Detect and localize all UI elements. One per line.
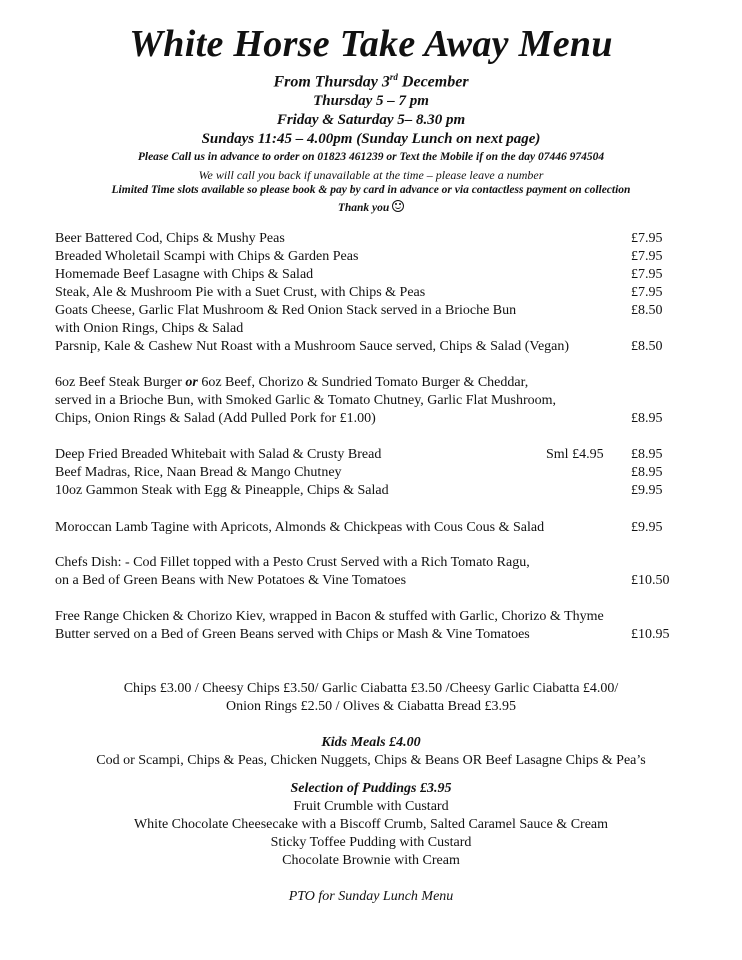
dish-price: £7.95	[631, 285, 663, 300]
kids-items: Cod or Scampi, Chips & Peas, Chicken Nuggets, Chips & Beans OR Beef Lasagne Chips & Pea’s	[96, 753, 646, 768]
dish-name	[55, 374, 528, 392]
dish-price: £7.95	[631, 267, 663, 282]
dish-name: Steak, Ale & Mushroom Pie with a Suet Crust, with Chips & Peas	[55, 285, 426, 300]
menu-item	[55, 266, 675, 284]
dish-price: £7.95	[631, 249, 663, 264]
hours-sunday: Sundays 11:45 – 4.00pm (Sunday Lunch on next page)	[201, 131, 541, 147]
burger-line-3	[55, 410, 675, 428]
menu-item	[55, 338, 675, 356]
burger-or: or	[185, 375, 198, 390]
dish-name: Chips, Onion Rings & Salad (Add Pulled Pork for £1.00)	[55, 411, 376, 426]
menu-group-tagine	[55, 519, 675, 537]
menu-group-mains	[55, 230, 675, 356]
dish-name: served in a Brioche Bun, with Smoked Garlic & Tomato Chutney, Garlic Flat Mushroom,	[55, 393, 556, 408]
menu-group-specials	[55, 446, 675, 500]
dish-price: £8.95	[631, 465, 663, 480]
dish-name: Beef Madras, Rice, Naan Bread & Mango Chutney	[55, 465, 342, 480]
dish-name: Butter served on a Bed of Green Beans served with Chips or Mash & Vine Tomatoes	[55, 627, 530, 642]
small-portion-price: Sml £4.95	[546, 447, 604, 462]
callback-note: We will call you back if unavailable at the time – please leave a number	[198, 168, 544, 182]
time-slots-note: Limited Time slots available so please book & pay by card in advance or via contactless payment on collection	[111, 184, 631, 196]
dish-price: £8.50	[631, 303, 663, 318]
start-date-prefix: From Thursday 3	[273, 73, 390, 91]
dish-name: Moroccan Lamb Tagine with Apricots, Almonds & Chickpeas with Cous Cous & Salad	[55, 520, 545, 535]
start-date-suffix: December	[397, 73, 469, 91]
dish-price: £10.95	[631, 627, 670, 642]
dish-price: £10.50	[631, 573, 670, 588]
dish-name: Homemade Beef Lasagne with Chips & Salad	[55, 267, 314, 282]
kiev-line-2	[55, 626, 675, 644]
hours-friday-saturday: Friday & Saturday 5– 8.30 pm	[276, 112, 466, 128]
menu-item	[55, 446, 675, 464]
menu-item	[55, 248, 675, 266]
menu-group-kiev	[55, 608, 675, 644]
menu-group-chefs-dish	[55, 554, 675, 590]
dish-name: with Onion Rings, Chips & Salad	[55, 321, 244, 336]
chefs-line-2	[55, 572, 675, 590]
chefs-line-1	[55, 554, 675, 572]
puddings-heading: Selection of Puddings £3.95	[290, 781, 452, 796]
dish-price: £9.95	[631, 483, 663, 498]
menu-item	[55, 519, 675, 537]
burger-option-2: 6oz Beef, Chorizo & Sundried Tomato Burger & Cheddar,	[197, 375, 529, 390]
menu-item	[55, 230, 675, 248]
thank-you-text: Thank you	[337, 202, 390, 214]
burger-option-1: 6oz Beef Steak Burger	[55, 375, 186, 390]
sides-line-2: Onion Rings £2.50 / Olives & Ciabatta Bread £3.95	[225, 699, 517, 714]
dish-price: £8.95	[631, 447, 663, 462]
dish-name: Parsnip, Kale & Cashew Nut Roast with a Mushroom Sauce served, Chips & Salad (Vegan)	[55, 339, 570, 354]
menu-item	[55, 284, 675, 302]
kids-heading: Kids Meals £4.00	[321, 735, 421, 750]
menu-item	[55, 482, 675, 500]
smiley-icon	[392, 200, 404, 212]
pudding-item: Chocolate Brownie with Cream	[282, 853, 460, 868]
pudding-item: White Chocolate Cheesecake with a Biscoff Crumb, Salted Caramel Sauce & Cream	[133, 817, 609, 832]
dish-name: Deep Fried Breaded Whitebait with Salad & Crusty Bread	[55, 447, 382, 462]
start-date-ordinal: rd	[389, 72, 398, 82]
puddings-section	[0, 780, 742, 870]
dish-price: £8.50	[631, 339, 663, 354]
pudding-item: Sticky Toffee Pudding with Custard	[270, 835, 472, 850]
thank-you	[0, 200, 742, 214]
call-instructions: Please Call us in advance to order on 01823 461239 or Text the Mobile if on the day 07446 974504	[137, 151, 605, 163]
burger-line-1	[55, 374, 675, 392]
kids-section	[0, 734, 742, 770]
dish-name: Beer Battered Cod, Chips & Mushy Peas	[55, 231, 285, 246]
dish-price: £8.95	[631, 411, 663, 426]
pudding-item: Fruit Crumble with Custard	[293, 799, 449, 814]
menu-item-continued	[55, 320, 675, 338]
dish-name: Breaded Wholetail Scampi with Chips & Garden Peas	[55, 249, 359, 264]
sides-section	[0, 680, 742, 716]
dish-price: £7.95	[631, 231, 663, 246]
dish-name: Free Range Chicken & Chorizo Kiev, wrapped in Bacon & stuffed with Garlic, Chorizo & Thyme	[55, 609, 604, 624]
pto-note: PTO for Sunday Lunch Menu	[288, 889, 454, 904]
menu-title: White Horse Take Away Menu	[129, 23, 613, 65]
dish-name: 10oz Gammon Steak with Egg & Pineapple, Chips & Salad	[55, 483, 389, 498]
burger-line-2	[55, 392, 675, 410]
dish-name: Chefs Dish: - Cod Fillet topped with a Pesto Crust Served with a Rich Tomato Ragu,	[55, 555, 530, 570]
dish-name: on a Bed of Green Beans with New Potatoes & Vine Tomatoes	[55, 573, 407, 588]
kiev-line-1	[55, 608, 675, 626]
start-date	[0, 72, 742, 91]
sides-line-1: Chips £3.00 / Cheesy Chips £3.50/ Garlic Ciabatta £3.50 /Cheesy Garlic Ciabatta £4.00/	[123, 681, 619, 696]
dish-price: £9.95	[631, 520, 663, 535]
menu-item	[55, 464, 675, 482]
menu-item	[55, 302, 675, 320]
dish-name: Goats Cheese, Garlic Flat Mushroom & Red Onion Stack served in a Brioche Bun	[55, 303, 517, 318]
hours-thursday: Thursday 5 – 7 pm	[313, 93, 429, 109]
menu-group-burger	[55, 374, 675, 428]
